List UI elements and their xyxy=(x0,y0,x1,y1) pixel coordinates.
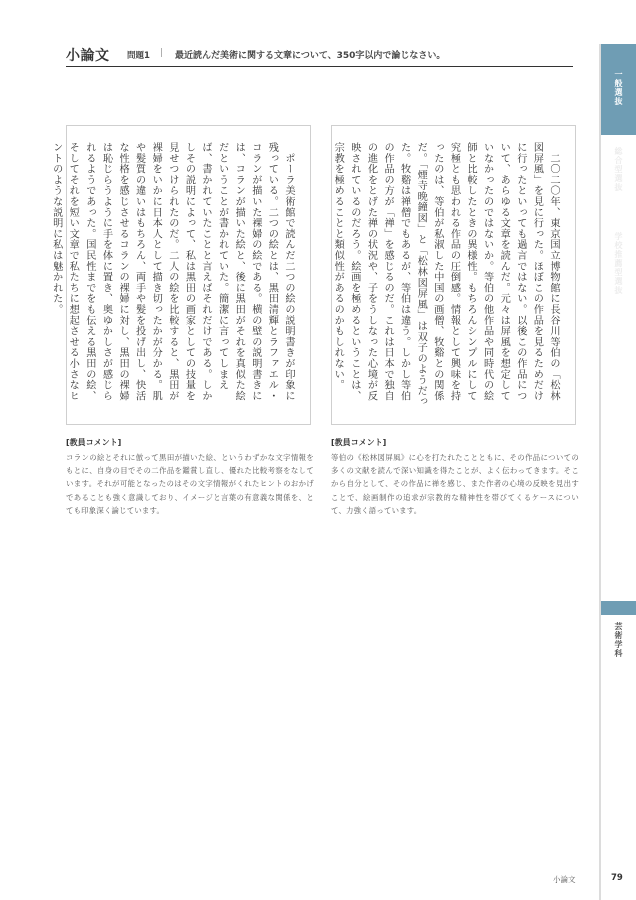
tab-label: 芸術学科 xyxy=(614,622,623,658)
footer-section-label: 小論文 xyxy=(553,875,576,884)
side-index xyxy=(599,44,636,900)
comment-text: 等伯の《松林図屏風》に心を打たれたことともに、その作品についての多くの文献を読んで深い知識を得たことが、よく伝わってきます。そこから自分として、その作品に禅を感じ、また作者の心境の反映を見出すことで、絵画制作の追求が宗教的な精神性を帯びてくるケースについて、力強く語っています。 xyxy=(331,453,579,515)
essay-box-right xyxy=(331,125,576,425)
section-title: 小論文 xyxy=(66,48,110,64)
teacher-comment-right xyxy=(331,437,579,517)
comment-heading: [教員コメント] xyxy=(66,438,122,447)
tab-label: 一般選抜 xyxy=(614,70,623,106)
tab-school-recommendation-selection[interactable] xyxy=(601,232,636,322)
tab-comprehensive-selection[interactable] xyxy=(601,147,636,217)
page-number: 79 xyxy=(611,873,623,883)
header-separator: | xyxy=(160,48,164,58)
tab-art-department[interactable] xyxy=(601,622,636,682)
tab-label: 総合型選抜 xyxy=(614,147,623,192)
question-prompt: 最近読んだ美術に関する文章について、350字以内で論じなさい。 xyxy=(175,51,446,61)
teacher-comment-left xyxy=(66,437,314,517)
tab-label: 学校推薦型選抜 xyxy=(614,232,623,295)
tab-general-selection[interactable] xyxy=(601,44,636,135)
question-number: 問題1 xyxy=(127,51,150,61)
essay-text: 二〇二〇年、東京国立博物館に長谷川等伯の「松林図屏風」を見に行った。ほぼこの作品を見るためだけに行ったといっても過言ではない。以後この作品について、あらゆる文章を読んだ。元々は屏風を想定していなかったのではないか。等伯の他作品や同時代の絵師と比較したときの異様性。もちろんシンプルにして究極とも思われる作品の圧倒感。情報として興味を持ったのは、等伯が私淑した中国の画僧、牧谿との関係だ。「煙寺晩鐘図」と「松林図屏風」は双子のようだった。牧谿は禅僧でもあるが、等伯は違う。しかし等伯の作品の方が「禅」を感じるのだ。これは日本で独自の進化をとげた禅の状況や、子をうしなった心境が反映されているのだろう。絵画を極めるということは、宗教を極めることと類似性があるのかもしれない。 xyxy=(332,142,559,407)
department-marker-bar xyxy=(601,601,636,615)
essay-text: ポーラ美術館で読んだ二つの絵の説明書きが印象に残っている。二つの絵とは、黒田清輝とラファエル・コランが描いた裸婦の絵である。横の壁の説明書きには、コランが描いた絵と、後に黒田がそれを真似た絵だということが書かれていた。簡潔に言ってしまえば、書かれていたことと言えばそれだけである。しかしその説明によって、私は黒田の画家としての技量を見せつけられたのだ。二人の絵を比較すると、黒田が裸婦をいかに日本人として描き切ったかが分かる。肌や髪質の違いはもちろん、両手や髪を投げ出し、快活な性格を感じさせるコランの裸婦に対し、黒田の裸婦は恥じらうように手を体に置き、奥ゆかしさが感じられるようであった。国民性までをも伝える黒田の絵、そしてそれを短い文章で私たちに想起させる小さなヒントのような説明に私は魅かれた。 xyxy=(50,142,294,402)
comment-text: コランの絵とそれに倣って黒田が描いた絵、というわずかな文字情報をもとに、自身の目でその二作品を鑑賞し直し、優れた比較考察をなしています。それが可能となったのはその文字情報がくれたヒントのおかげであることも強く意識しており、イメージと言葉の有意義な関係を、とても印象深く論じています。 xyxy=(66,453,314,515)
essay-box-left xyxy=(50,125,311,425)
page-header xyxy=(66,44,573,67)
comment-heading: [教員コメント] xyxy=(331,438,387,447)
